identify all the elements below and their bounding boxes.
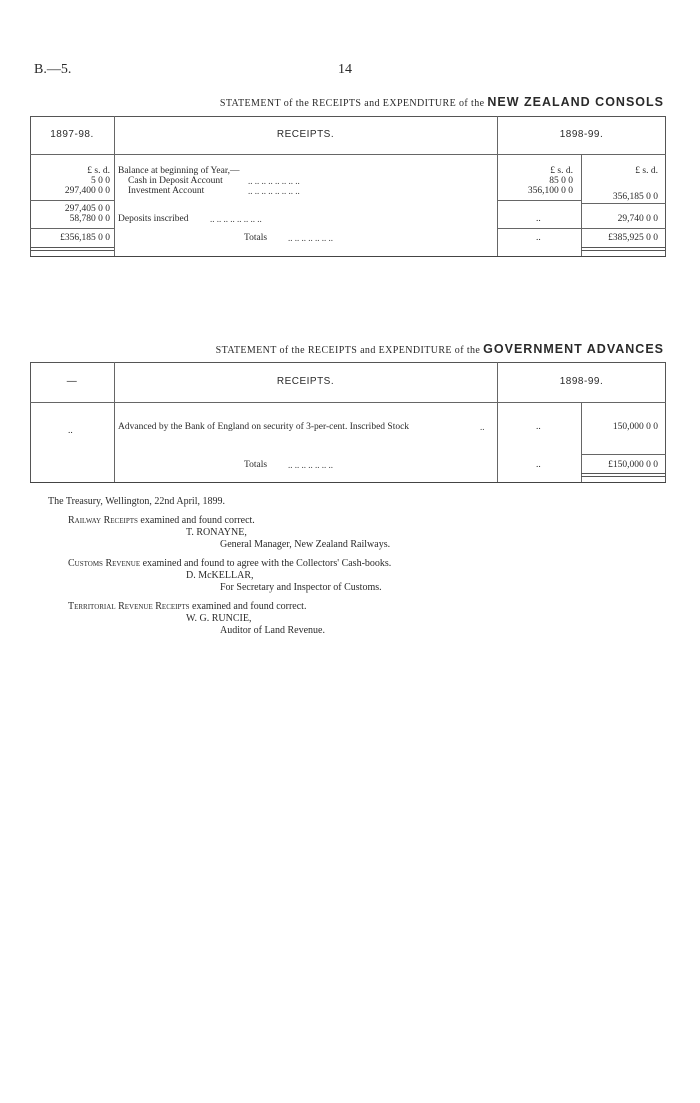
consols-title-prefix: STATEMENT of the RECEIPTS and EXPENDITURE of the (219, 98, 485, 109)
customs-line (68, 558, 391, 569)
consols-left-deposits: 58,780 0 0 (69, 214, 110, 224)
advances-left-dots: .. (68, 426, 73, 436)
consols-row-totals: Totals (244, 233, 268, 243)
consols-r1-invest: 356,100 0 0 (527, 186, 573, 196)
consols-col-receipts: RECEIPTS. (276, 129, 335, 140)
railway-signatory: T. RONAYNE, (186, 527, 247, 538)
advances-col-receipts: RECEIPTS. (276, 376, 335, 387)
consols-r2-balance: 356,185 0 0 (612, 192, 658, 202)
territorial-signatory-title: Auditor of Land Revenue. (220, 625, 325, 636)
customs-label: Customs Revenue (68, 558, 141, 569)
advances-title (216, 342, 664, 356)
consols-title-bold: NEW ZEALAND CONSOLS (487, 95, 664, 109)
territorial-line (68, 601, 306, 612)
advances-r2-total: £150,000 0 0 (608, 460, 658, 470)
consols-table (30, 116, 666, 256)
consols-r1-cash: 85 0 0 (549, 176, 573, 186)
customs-signatory: D. McKELLAR, (186, 570, 254, 581)
advances-r2-advanced: 150,000 0 0 (612, 422, 658, 432)
advances-table (30, 362, 666, 482)
consols-left-invest: 297,400 0 0 (64, 186, 110, 196)
page-reference: B.—5. (34, 62, 72, 77)
consols-col-1898: 1898-99. (559, 129, 604, 140)
consols-r2-total: £385,925 0 0 (608, 233, 658, 243)
advances-row-advanced: Advanced by the Bank of England on security of 3-per-cent. Inscribed Stock (118, 422, 410, 432)
customs-signatory-title: For Secretary and Inspector of Customs. (220, 582, 382, 593)
consols-row-invest: Investment Account (128, 186, 205, 196)
advances-dots-advanced: .. (480, 422, 485, 432)
consols-left-subtotal: 297,405 0 0 (64, 204, 110, 214)
consols-row-cash: Cash in Deposit Account (128, 176, 223, 186)
advances-dots-totals: .. .. .. .. .. .. .. (288, 460, 333, 470)
consols-left-units: £ s. d. (87, 166, 110, 176)
consols-dots-invest: .. .. .. .. .. .. .. .. (248, 186, 300, 196)
advances-row-totals: Totals (244, 460, 268, 470)
consols-r1-units: £ s. d. (550, 166, 573, 176)
consols-dots-totals: .. .. .. .. .. .. .. (288, 233, 333, 243)
consols-title (220, 95, 664, 109)
consols-r2-deposits: 29,740 0 0 (617, 214, 658, 224)
railway-line (68, 515, 255, 526)
territorial-text: examined and found correct. (192, 601, 307, 612)
advances-title-bold: GOVERNMENT ADVANCES (483, 342, 664, 356)
consols-r1-totals-dots: .. (536, 233, 541, 243)
consols-r2-units: £ s. d. (635, 166, 658, 176)
consols-dots-deposits: .. .. .. .. .. .. .. .. (210, 214, 262, 224)
consols-row-balance: Balance at beginning of Year,— (118, 166, 240, 176)
customs-text: examined and found to agree with the Collectors' Cash-books. (142, 558, 392, 569)
advances-col-left: — (66, 376, 78, 387)
railway-signatory-title: General Manager, New Zealand Railways. (220, 539, 391, 550)
consols-col-1897: 1897-98. (50, 129, 94, 140)
advances-title-prefix: STATEMENT of the RECEIPTS and EXPENDITURE of the (215, 345, 481, 356)
advances-col-1898: 1898-99. (559, 376, 604, 387)
page-number: 14 (338, 62, 352, 77)
consols-dots-cash: .. .. .. .. .. .. .. .. (248, 176, 300, 186)
consols-r1-deposits-dots: .. (536, 214, 541, 224)
advances-r1-advanced-dots: .. (536, 422, 541, 432)
railway-label: Railway Receipts (68, 515, 138, 526)
treasury-date: The Treasury, Wellington, 22nd April, 1899. (48, 496, 225, 507)
consols-left-cash: 5 0 0 (91, 176, 110, 186)
consols-left-total: £356,185 0 0 (60, 233, 110, 243)
consols-row-deposits: Deposits inscribed (118, 214, 189, 224)
railway-text: examined and found correct. (140, 515, 255, 526)
advances-r1-totals-dots: .. (536, 460, 541, 470)
territorial-signatory: W. G. RUNCIE, (186, 613, 252, 624)
territorial-label: Territorial Revenue Receipts (68, 601, 190, 612)
